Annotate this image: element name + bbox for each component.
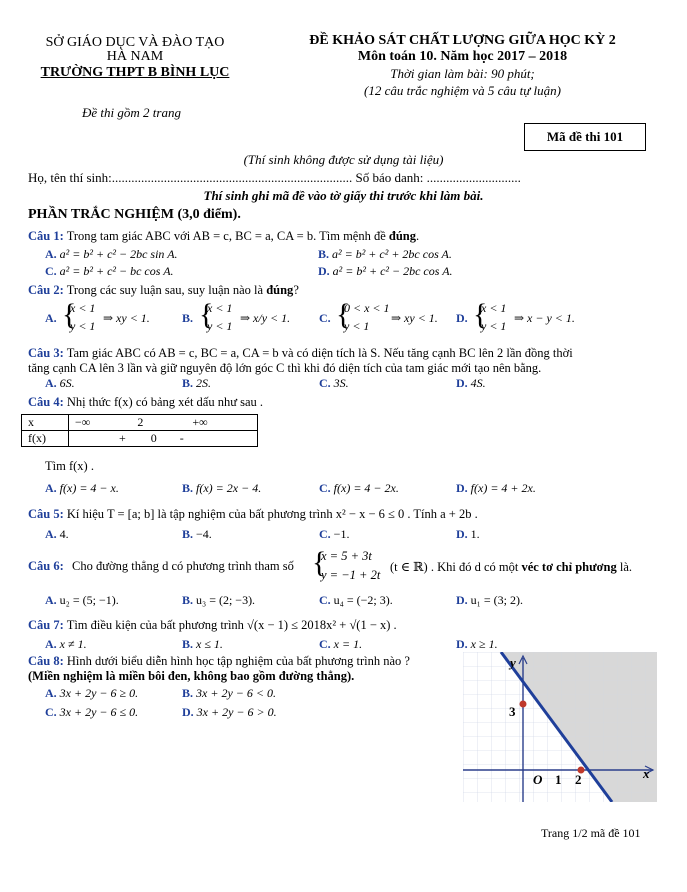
q2-b-top: x < 1 [207, 301, 233, 315]
q3-option-a [45, 376, 75, 391]
q3-label: Câu 3: [28, 346, 64, 360]
q8-option-d [182, 705, 277, 720]
q4-text: Nhị thức f(x) có bảng xét dấu như sau . [66, 395, 264, 409]
q8-label: Câu 8: [28, 654, 64, 668]
q7-c-text: x = 1. [333, 637, 363, 651]
x-tick-1: 1 [555, 772, 562, 787]
q6-tail [390, 559, 632, 575]
q3-option-d [456, 376, 486, 391]
name-line: Họ, tên thí sinh:.......................................................................... Số báo danh: ............................. [28, 170, 521, 185]
x-tick-2: 2 [575, 772, 582, 787]
q8-a-text: 3x + 2y − 6 ≥ 0. [59, 686, 139, 700]
question-1 [28, 229, 419, 244]
q5-option-a [45, 527, 69, 542]
q2-text: Trong các suy luận sau, suy luận nào là [66, 283, 267, 297]
q6-label: Câu 6: [28, 559, 64, 573]
q8-c-text: 3x + 2y − 6 ≤ 0. [59, 705, 139, 719]
q1-emph: đúng [388, 229, 417, 243]
q8-b-text: 3x + 2y − 6 < 0. [196, 686, 276, 700]
q3-option-b [182, 376, 211, 391]
q1-option-c [45, 264, 174, 279]
exam-time: Thời gian làm bài: 90 phút; [390, 66, 535, 81]
q1-c-letter: C. [45, 264, 57, 278]
q3-c-letter: C. [319, 376, 331, 390]
q5-d-text: 1. [470, 527, 480, 541]
q5-option-d [456, 527, 480, 542]
q5-option-c [319, 527, 349, 542]
q7-option-a [45, 637, 87, 652]
sign-pos-inf: +∞ [192, 415, 208, 429]
q8-option-b [182, 686, 276, 701]
q7-c-letter: C. [319, 637, 331, 651]
q4-option-b [182, 481, 261, 496]
q6-option-c [319, 593, 393, 608]
q2-a-result: ⇒ xy < 1. [103, 311, 150, 325]
q2-a-bot: y < 1 [70, 319, 96, 333]
q3-d-text: 4S. [470, 376, 486, 390]
q7-option-d [456, 637, 498, 652]
dept-line2: HÀ NAM [106, 49, 164, 64]
q4-a-text: f(x) = 4 − x. [59, 481, 119, 495]
q4-c-text: f(x) = 4 − 2x. [333, 481, 399, 495]
q6-end: là. [616, 560, 633, 574]
q1-text: Trong tam giác ABC với AB = c, BC = a, CA = b. Tìm mệnh đề [66, 229, 389, 243]
sign-zero: 0 [150, 431, 157, 445]
q7-option-b [182, 637, 223, 652]
q3-line2: tăng cạnh CA lên 3 lần và giữ nguyên độ lớn góc C thì khi đó diện tích của tam giác mới tạo nên bằng. [28, 361, 542, 375]
q2-c-letter: C. [319, 311, 331, 325]
q1-a-letter: A. [45, 247, 57, 261]
q2-d-top: x < 1 [481, 301, 507, 315]
q5-d-letter: D. [456, 527, 468, 541]
q4-c-letter: C. [319, 481, 331, 495]
sign-minus: - [179, 431, 184, 445]
q8-note: (Miền nghiệm là miền bôi đen, không bao gồm đường thẳng). [28, 669, 355, 683]
q6-d-text: u₁ = (3; 2). [470, 593, 523, 607]
q4-a-letter: A. [45, 481, 57, 495]
sign-neg-inf: −∞ [75, 415, 91, 429]
exam-title: ĐỀ KHẢO SÁT CHẤT LƯỢNG GIỮA HỌC KỲ 2 [309, 33, 616, 48]
q2-c-top: 0 < x < 1 [344, 301, 390, 315]
q6-a-text: u₂ = (5; −1). [59, 593, 119, 607]
q8-d-text: 3x + 2y − 6 > 0. [196, 705, 277, 719]
page-footer: Trang 1/2 mã đề 101 [541, 826, 641, 840]
q6-b-letter: B. [182, 593, 194, 607]
q2-a-brace: { [62, 298, 77, 331]
q3-b-letter: B. [182, 376, 194, 390]
q6-emph: véc tơ chỉ phương [521, 560, 617, 574]
q1-b-text: a² = b² + c² + 2bc cos A. [332, 247, 452, 261]
q6-cond: (t ∈ ℝ) . Khi đó d có một [390, 560, 522, 574]
y-axis-label: y [510, 655, 516, 670]
q7-option-c [319, 637, 362, 652]
q6-option-d [456, 593, 523, 608]
q4-b-text: f(x) = 2x − 4. [196, 481, 262, 495]
sign-cell [69, 431, 258, 447]
q7-text: Tìm điều kiện của bất phương trình √(x − 1) ≤ 2018x² + √(1 − x) . [66, 618, 397, 632]
code-note: Thí sinh ghi mã đề vào tờ giấy thi trước khi làm bài. [203, 188, 484, 203]
q3-option-c [319, 376, 349, 391]
origin-label: O [533, 772, 543, 787]
sign-table [21, 414, 258, 447]
q6-sys-top: x = 5 + 3t [321, 549, 372, 563]
q5-a-letter: A. [45, 527, 57, 541]
sign-cell [69, 415, 258, 431]
q6-brace: { [312, 546, 327, 579]
q7-label: Câu 7: [28, 618, 64, 632]
section-title: PHẦN TRẮC NGHIỆM (3,0 điểm). [28, 207, 241, 222]
q4-d-letter: D. [456, 481, 468, 495]
q1-label: Câu 1: [28, 229, 64, 243]
y-intercept-point [520, 701, 527, 708]
school-name: TRƯỜNG THPT B BÌNH LỤC [40, 65, 230, 80]
dept-line1: SỞ GIÁO DỤC VÀ ĐÀO TẠO [45, 35, 225, 50]
q7-a-text: x ≠ 1. [59, 637, 87, 651]
q3-d-letter: D. [456, 376, 468, 390]
q8-d-letter: D. [182, 705, 194, 719]
q4-option-a [45, 481, 119, 496]
q5-c-text: −1. [333, 527, 350, 541]
q2-a-letter: A. [45, 311, 57, 325]
q4-ask: Tìm f(x) . [45, 459, 94, 473]
no-docs-note: (Thí sinh không được sử dụng tài liệu) [243, 152, 444, 167]
question-4 [28, 395, 263, 410]
q5-option-b [182, 527, 212, 542]
q2-d-bot: y < 1 [481, 319, 507, 333]
q7-b-letter: B. [182, 637, 194, 651]
q6-option-b [182, 593, 255, 608]
q8-b-letter: B. [182, 686, 194, 700]
q2-d-letter: D. [456, 311, 468, 325]
q8-a-letter: A. [45, 686, 57, 700]
pages-note: Đề thi gồm 2 trang [82, 105, 181, 120]
q1-d-letter: D. [318, 264, 330, 278]
q4-option-d [456, 481, 536, 496]
q2-b-letter: B. [182, 311, 194, 325]
x-axis-label: x [643, 766, 650, 781]
question-5 [28, 507, 478, 522]
q1-end: . [416, 229, 420, 243]
q1-option-d [318, 264, 453, 279]
question-2 [28, 283, 299, 298]
question-6 [28, 546, 668, 584]
question-3 [28, 346, 573, 361]
q5-c-letter: C. [319, 527, 331, 541]
sign-row-x [22, 415, 258, 431]
q4-b-letter: B. [182, 481, 194, 495]
q1-option-a [45, 247, 178, 262]
q5-b-text: −4. [196, 527, 212, 541]
q2-emph: đúng [266, 283, 294, 297]
q1-a-text: a² = b² + c² − 2bc sin A. [59, 247, 178, 261]
q1-b-letter: B. [318, 247, 330, 261]
q3-a-letter: A. [45, 376, 57, 390]
q2-c-result: ⇒ xy < 1. [391, 311, 438, 325]
sign-plus: + [119, 431, 126, 445]
q6-c-text: u₄ = (−2; 3). [333, 593, 393, 607]
q2-b-result: ⇒ x/y < 1. [240, 311, 291, 325]
q8-c-letter: C. [45, 705, 57, 719]
q4-option-c [319, 481, 399, 496]
q7-d-letter: D. [456, 637, 468, 651]
exam-structure: (12 câu trắc nghiệm và 5 câu tự luận) [364, 83, 561, 98]
q1-c-text: a² = b² + c² − bc cos A. [59, 264, 174, 278]
q2-b-brace: { [199, 298, 214, 331]
question-8 [28, 654, 410, 669]
q8-option-a [45, 686, 138, 701]
q4-d-text: f(x) = 4 + 2x. [470, 481, 536, 495]
q2-d-brace: { [473, 298, 488, 331]
q2-b-bot: y < 1 [207, 319, 233, 333]
q1-d-text: a² = b² + c² − 2bc cos A. [332, 264, 453, 278]
q7-b-text: x ≤ 1. [196, 637, 223, 651]
q8-text: Hình dưới biểu diễn hình học tập nghiệm của bất phương trình nào ? [66, 654, 410, 668]
q8-option-c [45, 705, 138, 720]
sign-cell: f(x) [22, 431, 69, 447]
q6-option-a [45, 593, 119, 608]
q2-end: ? [293, 283, 299, 297]
q2-c-brace: { [336, 298, 351, 331]
q2-d-result: ⇒ x − y < 1. [514, 311, 575, 325]
sign-row-fx [22, 431, 258, 447]
q2-c-bot: y < 1 [344, 319, 370, 333]
q4-label: Câu 4: [28, 395, 64, 409]
q6-a-letter: A. [45, 593, 57, 607]
q5-a-text: 4. [59, 527, 69, 541]
q8-graph [463, 652, 657, 802]
q6-d-letter: D. [456, 593, 468, 607]
sign-root: 2 [137, 415, 144, 429]
q2-a-top: x < 1 [70, 301, 96, 315]
q7-a-letter: A. [45, 637, 57, 651]
q3-b-text: 2S. [196, 376, 212, 390]
q5-label: Câu 5: [28, 507, 64, 521]
exam-code-box: Mã đề thi 101 [524, 123, 646, 151]
q6-text: Cho đường thẳng d có phương trình tham số [72, 559, 294, 573]
question-7 [28, 618, 397, 633]
q5-b-letter: B. [182, 527, 194, 541]
q3-a-text: 6S. [59, 376, 75, 390]
q2-label: Câu 2: [28, 283, 64, 297]
q3-line1: Tam giác ABC có AB = c, BC = a, CA = b và có diện tích là S. Nếu tăng cạnh BC lên 2 lần đồng thời [66, 346, 573, 360]
q3-c-text: 3S. [333, 376, 349, 390]
q6-c-letter: C. [319, 593, 331, 607]
q7-d-text: x ≥ 1. [470, 637, 498, 651]
q5-text: Kí hiệu T = [a; b] là tập nghiệm của bất phương trình x² − x − 6 ≤ 0 . Tính a + 2b . [66, 507, 478, 521]
q6-sys-bot: y = −1 + 2t [321, 568, 381, 582]
q1-option-b [318, 247, 452, 262]
sign-cell: x [22, 415, 69, 431]
y-tick-3: 3 [509, 704, 516, 719]
q6-b-text: u₃ = (2; −3). [196, 593, 256, 607]
exam-subject: Môn toán 10. Năm học 2017 – 2018 [357, 49, 568, 64]
